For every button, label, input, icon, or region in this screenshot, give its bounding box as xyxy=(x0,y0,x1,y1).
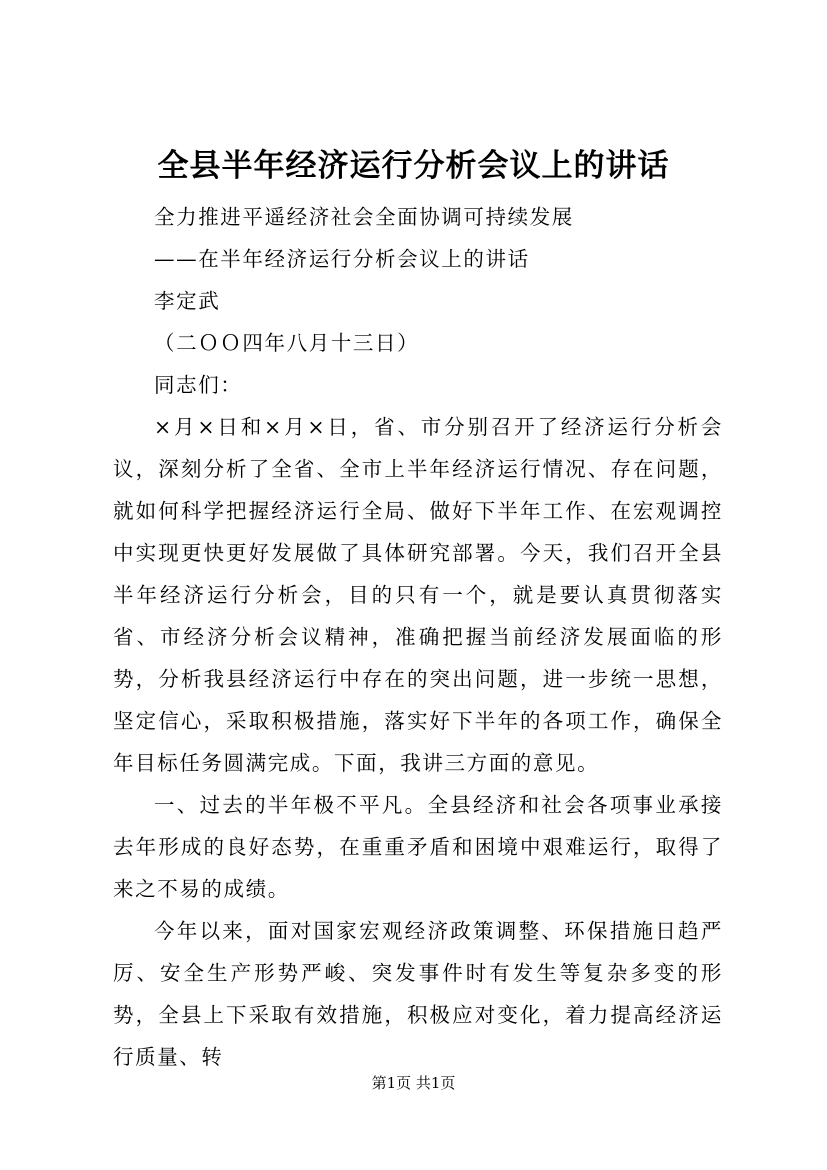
paragraph-3: 今年以来，面对国家宏观经济政策调整、环保措施日趋严厉、安全生产形势严峻、突发事件时有发生等复杂多变的形势，全县上下采取有效措施，积极应对变化，着力提高经济运行质量、转 xyxy=(113,919,723,1069)
document-body xyxy=(113,196,723,1078)
document-subtitle-2: ——在半年经济运行分析会议上的讲话 xyxy=(154,247,530,271)
paragraph-1: ×月×日和×月×日，省、市分别召开了经济运行分析会议，深刻分析了全省、全市上半年经济运行情况、存在问题，就如何科学把握经济运行全局、做好下半年工作、在宏观调控中实现更快更好发展做了具体研究部署。今天，我们召开全县半年经济运行分析会，目的只有一个，就是要认真贯彻落实省、市经济分析会议精神，准确把握当前经济发展面临的形势，分析我县经济运行中存在的突出问题，进一步统一思想，坚定信心，采取积极措施，落实好下半年的各项工作，确保全年目标任务圆满完成。下面，我讲三方面的意见。 xyxy=(113,415,723,775)
paragraph-2: 一、过去的半年极不平凡。全县经济和社会各项事业承接去年形成的良好态势，在重重矛盾和困境中艰难运行，取得了来之不易的成绩。 xyxy=(113,793,723,901)
speech-date: （二ＯＯ四年八月十三日） xyxy=(154,331,420,355)
document-subtitle: 全力推进平遥经济社会全面协调可持续发展 xyxy=(154,205,574,229)
document-title: 全县半年经济运行分析会议上的讲话 xyxy=(157,148,670,184)
greeting: 同志们： xyxy=(154,373,243,397)
author-name: 李定武 xyxy=(154,289,221,313)
page-number-footer: 第1页 共1页 xyxy=(371,1074,456,1092)
